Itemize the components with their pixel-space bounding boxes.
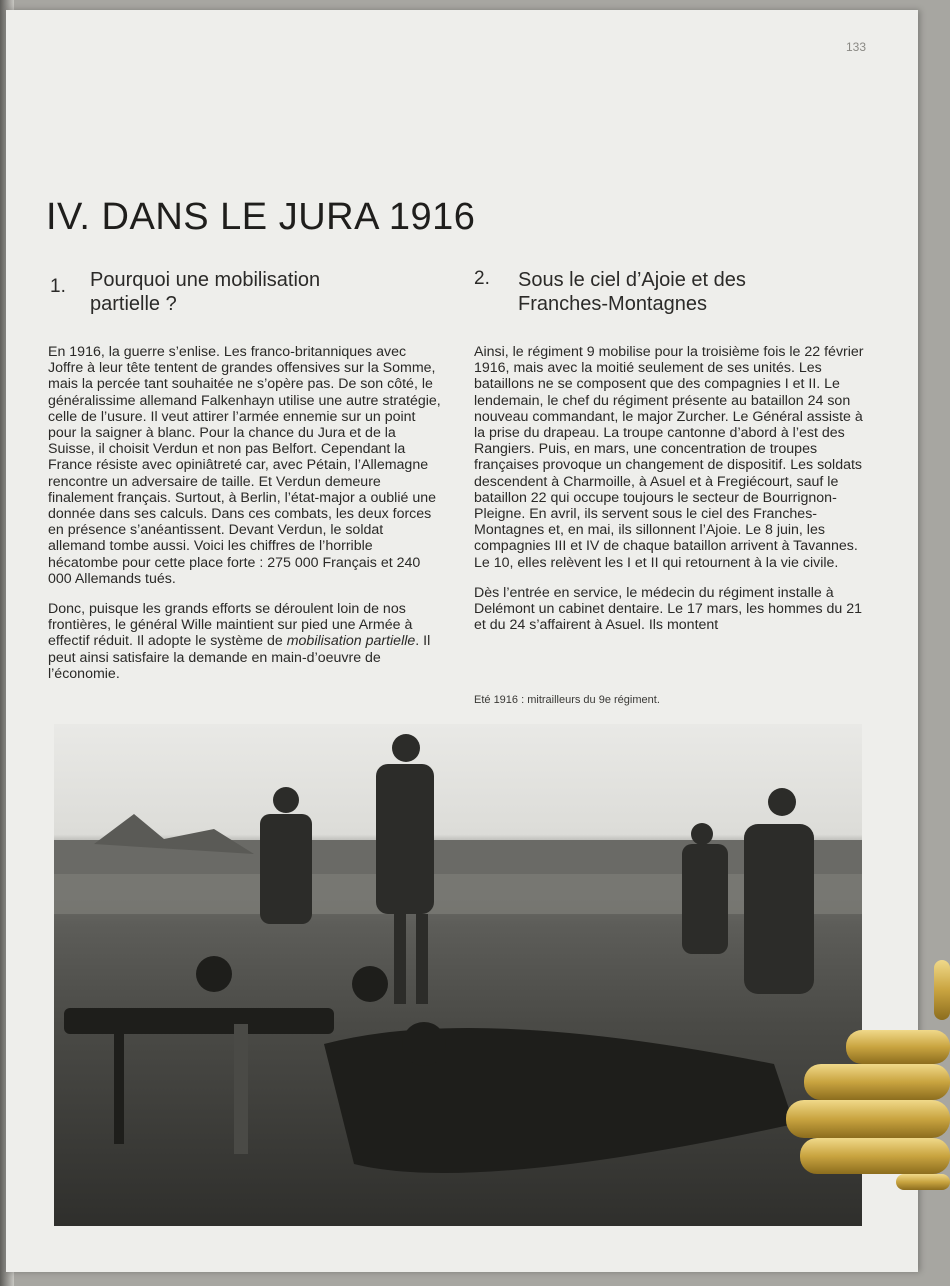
left-paragraph-2 <box>48 601 442 682</box>
right-section-title-line2: Franches-Montagnes <box>518 293 707 315</box>
right-section-number: 2. <box>474 268 490 289</box>
left-column-text <box>48 344 442 696</box>
left-section-title-line2: partielle ? <box>90 293 177 315</box>
left-section-title-line1: Pourquoi une mobilisation <box>90 269 321 291</box>
photo-caption: Eté 1916 : mitrailleurs du 9e régiment. <box>474 694 660 706</box>
chapter-title: IV. DANS LE JURA 1916 <box>46 196 476 238</box>
right-column-text <box>474 344 876 647</box>
right-paragraph-1: Ainsi, le régiment 9 mobilise pour la troisième fois le 22 février 1916, mais avec la moitié seulement de ses unités. Les bataillons ne se composent que des compagnies I et II. Le lendemain, le chef du régiment présente au bataillon 24 son nouveau commandant, le major Zurcher. Le Général assiste à la prise du drapeau. La troupe cantonne d’abord à l’est des Rangiers. Puis, en mars, une concentration de troupes françaises provoque un changement de dispositif. Les soldats descendent à Charmoille, à Asuel et à Fregiécourt, sauf le bataillon 22 qui occupe toujours le secteur de Bourrignon-Pleigne. En avril, ils servent sous le ciel des Franches-Montagnes et, en mai, ils sillonnent l’Ajoie. Le 8 juin, les compagnies III et IV de chaque bataillon arrivent à Tavannes. Le 10, elles relèvent les I et II qui retournent à la vie civile. <box>474 344 864 571</box>
left-paragraph-2-italic: mobilisation partielle <box>286 633 416 650</box>
left-paragraph-2-start: Donc, puisque les grands efforts se déroulent loin de nos frontières, le général Wille maintient sur pied une Armée à effectif réduit. Il adopte le système de <box>48 601 413 650</box>
left-paragraph-2-end: . Il peut ainsi satisfaire la demande en main-d’oeuvre de l’économie. <box>48 633 431 682</box>
right-paragraph-2: Dès l’entrée en service, le médecin du régiment installe à Delémont un cabinet dentaire. Le 17 mars, les hommes du 21 et du 24 s’affairent à Asuel. Ils montent <box>474 584 863 634</box>
right-section-title-line1: Sous le ciel d’Ajoie et des <box>518 269 746 291</box>
page-number: 133 <box>846 40 867 54</box>
prone-gunners <box>64 956 794 1173</box>
photo-illustration <box>54 724 862 1226</box>
left-paragraph-1: En 1916, la guerre s’enlise. Les franco-britanniques avec Joffre à leur tête tentent de grandes offensives sur la Somme, mais la percée tant souhaitée ne s’opère pas. De son côté, le généralissime allemand Falkenhayn utilise une autre stratégie, celle de l’usure. Il veut attirer l’armée ennemie sur un point pour la saigner à blanc. Pour la chance du Jura et de la Suisse, il choisit Verdun et non pas Belfort. Cependant la France résiste avec opiniâtreté car, avec Pétain, l’Allemagne rencontre un adversaire de taille. Et Verdun demeure finalement français. Surtout, à Berlin, l’état-major a oublié une donnée dans ses calculs. Dans ces combats, les deux forces en présence s’anéantissent. Devant Verdun, le soldat allemand tombe aussi. Voici les chiffres de l’horrible hécatombe pour cette place forte : 275 000 Français et 240 000 Allemands tués. <box>48 344 441 587</box>
machine-gunners-photo <box>54 724 862 1226</box>
brass-page-clip <box>786 960 950 1190</box>
left-section-title <box>90 268 320 316</box>
right-section-title <box>518 268 746 316</box>
left-section-number: 1. <box>50 276 66 297</box>
